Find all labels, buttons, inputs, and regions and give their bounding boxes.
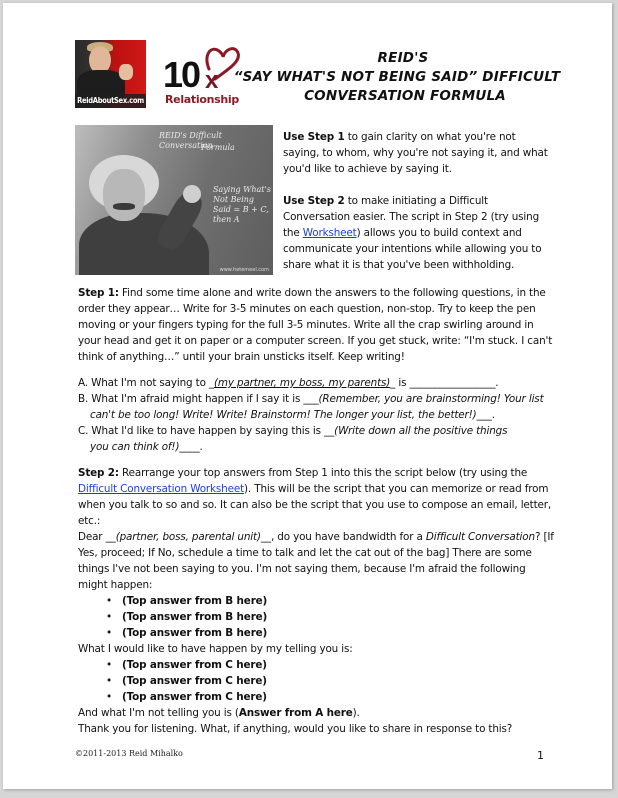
question-c: C. What I'd like to have happen by saying this is __(Write down all the positive things	[78, 425, 508, 437]
logo-number: 10	[163, 54, 200, 95]
question-b: B. What I'm afraid might happen if I say it is ___(Remember, you are brainstorming! Your list	[78, 393, 544, 405]
letter-intro: Dear __(partner, boss, parental unit)__, do you have bandwidth for a Difficult Conversation? [If Yes, proceed; If No, schedule a time to talk and let the cat out of the bag] There are some things I've not been saying to you. I'm not saying them, because I'm afraid the following might happen:	[78, 531, 554, 591]
page-title	[233, 49, 563, 106]
intro-step1-label: Use Step 1	[283, 131, 345, 143]
intro-section	[283, 129, 553, 289]
step1-paragraph	[78, 285, 558, 365]
step1-questions	[78, 375, 558, 455]
reid-photo-logo	[75, 40, 146, 108]
page-number: 1	[537, 749, 544, 762]
step2-text-b: ). This will be the script that you can memorize or read from when you talk to so and so. It can also be the script that you use to compose an email, letter, etc.:	[78, 483, 552, 527]
list-item: • (Top answer from B here)	[78, 609, 558, 625]
intro-step2-text-b: ) allows you to build context and communicate your intentions while allowing you to share what it is that you've been withholding.	[283, 227, 542, 271]
chalk-subtitle: Formula	[201, 143, 235, 152]
title-line-3: CONVERSATION FORMULA	[304, 88, 506, 104]
intro-step2-text-a: to make initiating a Difficult Conversation easier. The script in Step 2 (try using the	[283, 195, 540, 239]
step2-text-a: Rearrange your top answers from Step 1 into this the script below (try using the	[118, 467, 528, 479]
difficult-conversation-worksheet-link[interactable]: Difficult Conversation Worksheet	[78, 483, 245, 495]
list-item: • (Top answer from C here)	[78, 689, 558, 705]
list-item: • (Top answer from B here)	[78, 625, 558, 641]
c-answers-list	[78, 657, 558, 705]
letter-script	[78, 529, 558, 737]
a-line: And what I'm not telling you is (Answer from A here).	[78, 707, 360, 719]
step2-paragraph	[78, 465, 558, 529]
document-page	[3, 3, 612, 789]
chalk-formula: Saying What's Not Being Said = B + C, then A	[213, 185, 271, 224]
chalk-title: REID's Difficult Conversation	[159, 131, 222, 150]
footer-copyright: ©2011-2013 Reid Mihalko	[75, 749, 183, 758]
worksheet-link[interactable]: Worksheet	[302, 227, 357, 239]
image-watermark: www.hetemeel.com	[219, 267, 269, 273]
list-item: • (Top answer from C here)	[78, 657, 558, 673]
question-c-continued: you can think of!)____.	[90, 441, 203, 453]
title-line-1: REID'S	[377, 50, 429, 66]
10x-relationship-logo	[161, 43, 241, 113]
step1-text: Find some time alone and write down the answers to the following questions, in the order they appear… Write for 3-5 minutes on each question, non-stop. Try to keep the pen moving or your fingers typing for the full 3-5 minutes. Write all the crap swirling around in your head and get it on paper or a computer screen. If you get stuck, write: “I'm stuck. I can't think of anything…” until your brain unsticks itself. Keep writing!	[78, 287, 553, 363]
intro-step2-paragraph	[283, 193, 553, 273]
list-item: • (Top answer from C here)	[78, 673, 558, 689]
logo-x: x	[205, 67, 219, 94]
step1-label: Step 1:	[78, 287, 119, 299]
question-b-continued: can't be too long! Write! Write! Brainstorm! The longer your list, the better!)___.	[90, 409, 495, 421]
list-item: • (Top answer from B here)	[78, 593, 558, 609]
b-answers-list	[78, 593, 558, 641]
photo-caption: ReidAboutSex.com	[75, 94, 146, 108]
logo-word: Relationship	[165, 93, 239, 106]
title-line-2: “SAY WHAT'S NOT BEING SAID” DIFFICULT	[233, 69, 561, 85]
question-a: A. What I'm not saying to _(my partner, my boss, my parents)_ is _________________.	[78, 377, 499, 389]
intro-step1-text: to gain clarity on what you're not saying, to whom, why you're not saying it, and what you'd like to achieve by saying it.	[283, 131, 548, 175]
intro-step1-paragraph	[283, 129, 553, 177]
intro-step2-label: Use Step 2	[283, 195, 345, 207]
step2-label: Step 2:	[78, 467, 119, 479]
closing-line: Thank you for listening. What, if anything, would you like to share in response to this?	[78, 723, 513, 735]
einstein-chalkboard-image	[75, 125, 273, 275]
c-intro: What I would like to have happen by my telling you is:	[78, 643, 353, 655]
